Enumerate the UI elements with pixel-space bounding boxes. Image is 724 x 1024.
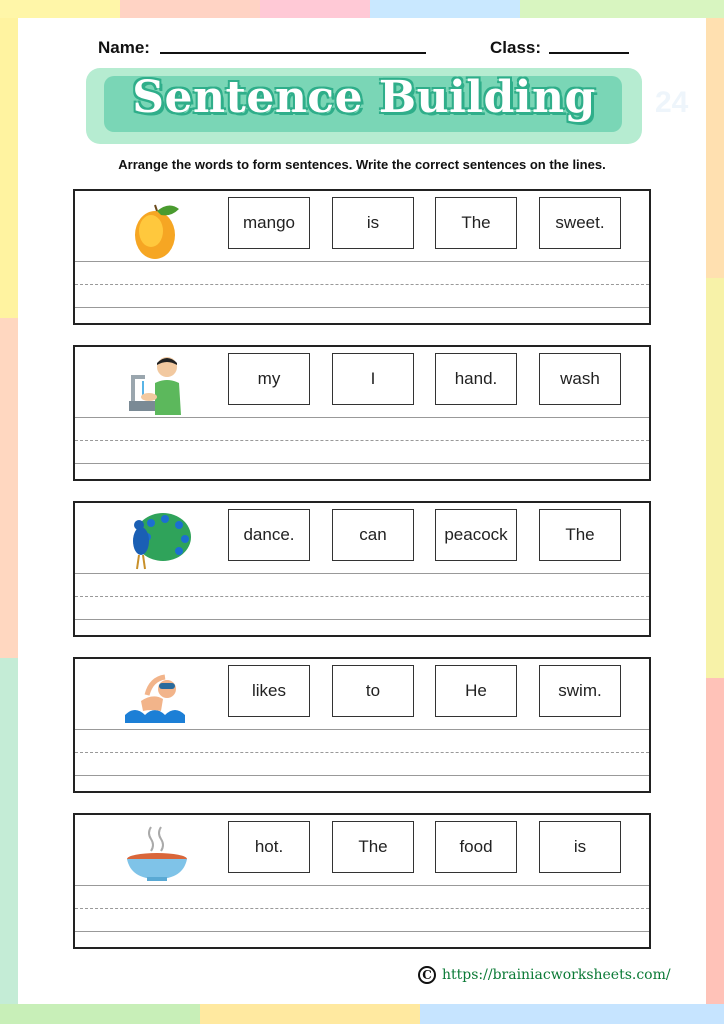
swimmer-icon <box>121 665 193 729</box>
word-card[interactable]: The <box>539 509 621 561</box>
name-label: Name: <box>98 38 150 57</box>
footer <box>418 966 671 984</box>
writing-guide-line <box>75 596 649 597</box>
word-card[interactable]: my <box>228 353 310 405</box>
word-card[interactable]: can <box>332 509 414 561</box>
word-card[interactable]: mango <box>228 197 310 249</box>
instructions: Arrange the words to form sentences. Write the correct sentences on the lines. <box>118 157 606 172</box>
word-card[interactable]: swim. <box>539 665 621 717</box>
word-card[interactable]: hot. <box>228 821 310 873</box>
word-card[interactable]: likes <box>228 665 310 717</box>
word-card[interactable]: to <box>332 665 414 717</box>
writing-line[interactable] <box>75 931 649 932</box>
mango-icon <box>121 197 193 261</box>
exercise-box-1 <box>73 189 651 325</box>
writing-guide-line <box>75 908 649 909</box>
border-tile <box>706 678 724 1024</box>
class-label: Class: <box>490 38 542 57</box>
writing-line[interactable] <box>75 417 649 418</box>
border-tile <box>0 318 18 658</box>
border-tile <box>706 18 724 278</box>
writing-guide-line <box>75 284 649 285</box>
writing-line[interactable] <box>75 619 649 620</box>
border-tile <box>260 0 370 18</box>
writing-guide-line <box>75 752 649 753</box>
border-tile <box>370 0 520 18</box>
writing-guide-line <box>75 440 649 441</box>
name-write-line[interactable] <box>160 52 426 54</box>
peacock-icon <box>121 509 193 573</box>
word-card[interactable]: is <box>332 197 414 249</box>
class-write-line[interactable] <box>549 52 629 54</box>
boy-washing-hands-icon <box>121 353 193 417</box>
word-card[interactable]: I <box>332 353 414 405</box>
exercise-box-5 <box>73 813 651 949</box>
writing-line[interactable] <box>75 729 649 730</box>
border-tile <box>200 1004 420 1024</box>
word-card[interactable]: sweet. <box>539 197 621 249</box>
page-title: Sentence Building <box>132 72 596 123</box>
word-card[interactable]: wash <box>539 353 621 405</box>
word-card[interactable]: peacock <box>435 509 517 561</box>
word-card[interactable]: hand. <box>435 353 517 405</box>
writing-line[interactable] <box>75 573 649 574</box>
border-tile <box>120 0 260 18</box>
word-card[interactable]: food <box>435 821 517 873</box>
word-card[interactable]: The <box>332 821 414 873</box>
writing-line[interactable] <box>75 775 649 776</box>
border-tile <box>0 658 18 1024</box>
word-card[interactable]: He <box>435 665 517 717</box>
hot-food-bowl-icon <box>121 821 193 885</box>
exercise-box-4 <box>73 657 651 793</box>
copyright-icon: C <box>418 966 436 984</box>
faint-page-number: 24 <box>655 86 689 119</box>
word-card[interactable]: dance. <box>228 509 310 561</box>
border-tile <box>0 0 120 18</box>
writing-line[interactable] <box>75 885 649 886</box>
border-tile <box>520 0 724 18</box>
border-tile <box>706 278 724 678</box>
writing-line[interactable] <box>75 307 649 308</box>
exercise-box-2 <box>73 345 651 481</box>
writing-line[interactable] <box>75 463 649 464</box>
exercise-box-3 <box>73 501 651 637</box>
writing-line[interactable] <box>75 261 649 262</box>
border-tile <box>0 1004 200 1024</box>
website-link[interactable]: https://brainiacworksheets.com/ <box>442 967 671 983</box>
word-card[interactable]: The <box>435 197 517 249</box>
border-tile <box>420 1004 724 1024</box>
word-card[interactable]: is <box>539 821 621 873</box>
